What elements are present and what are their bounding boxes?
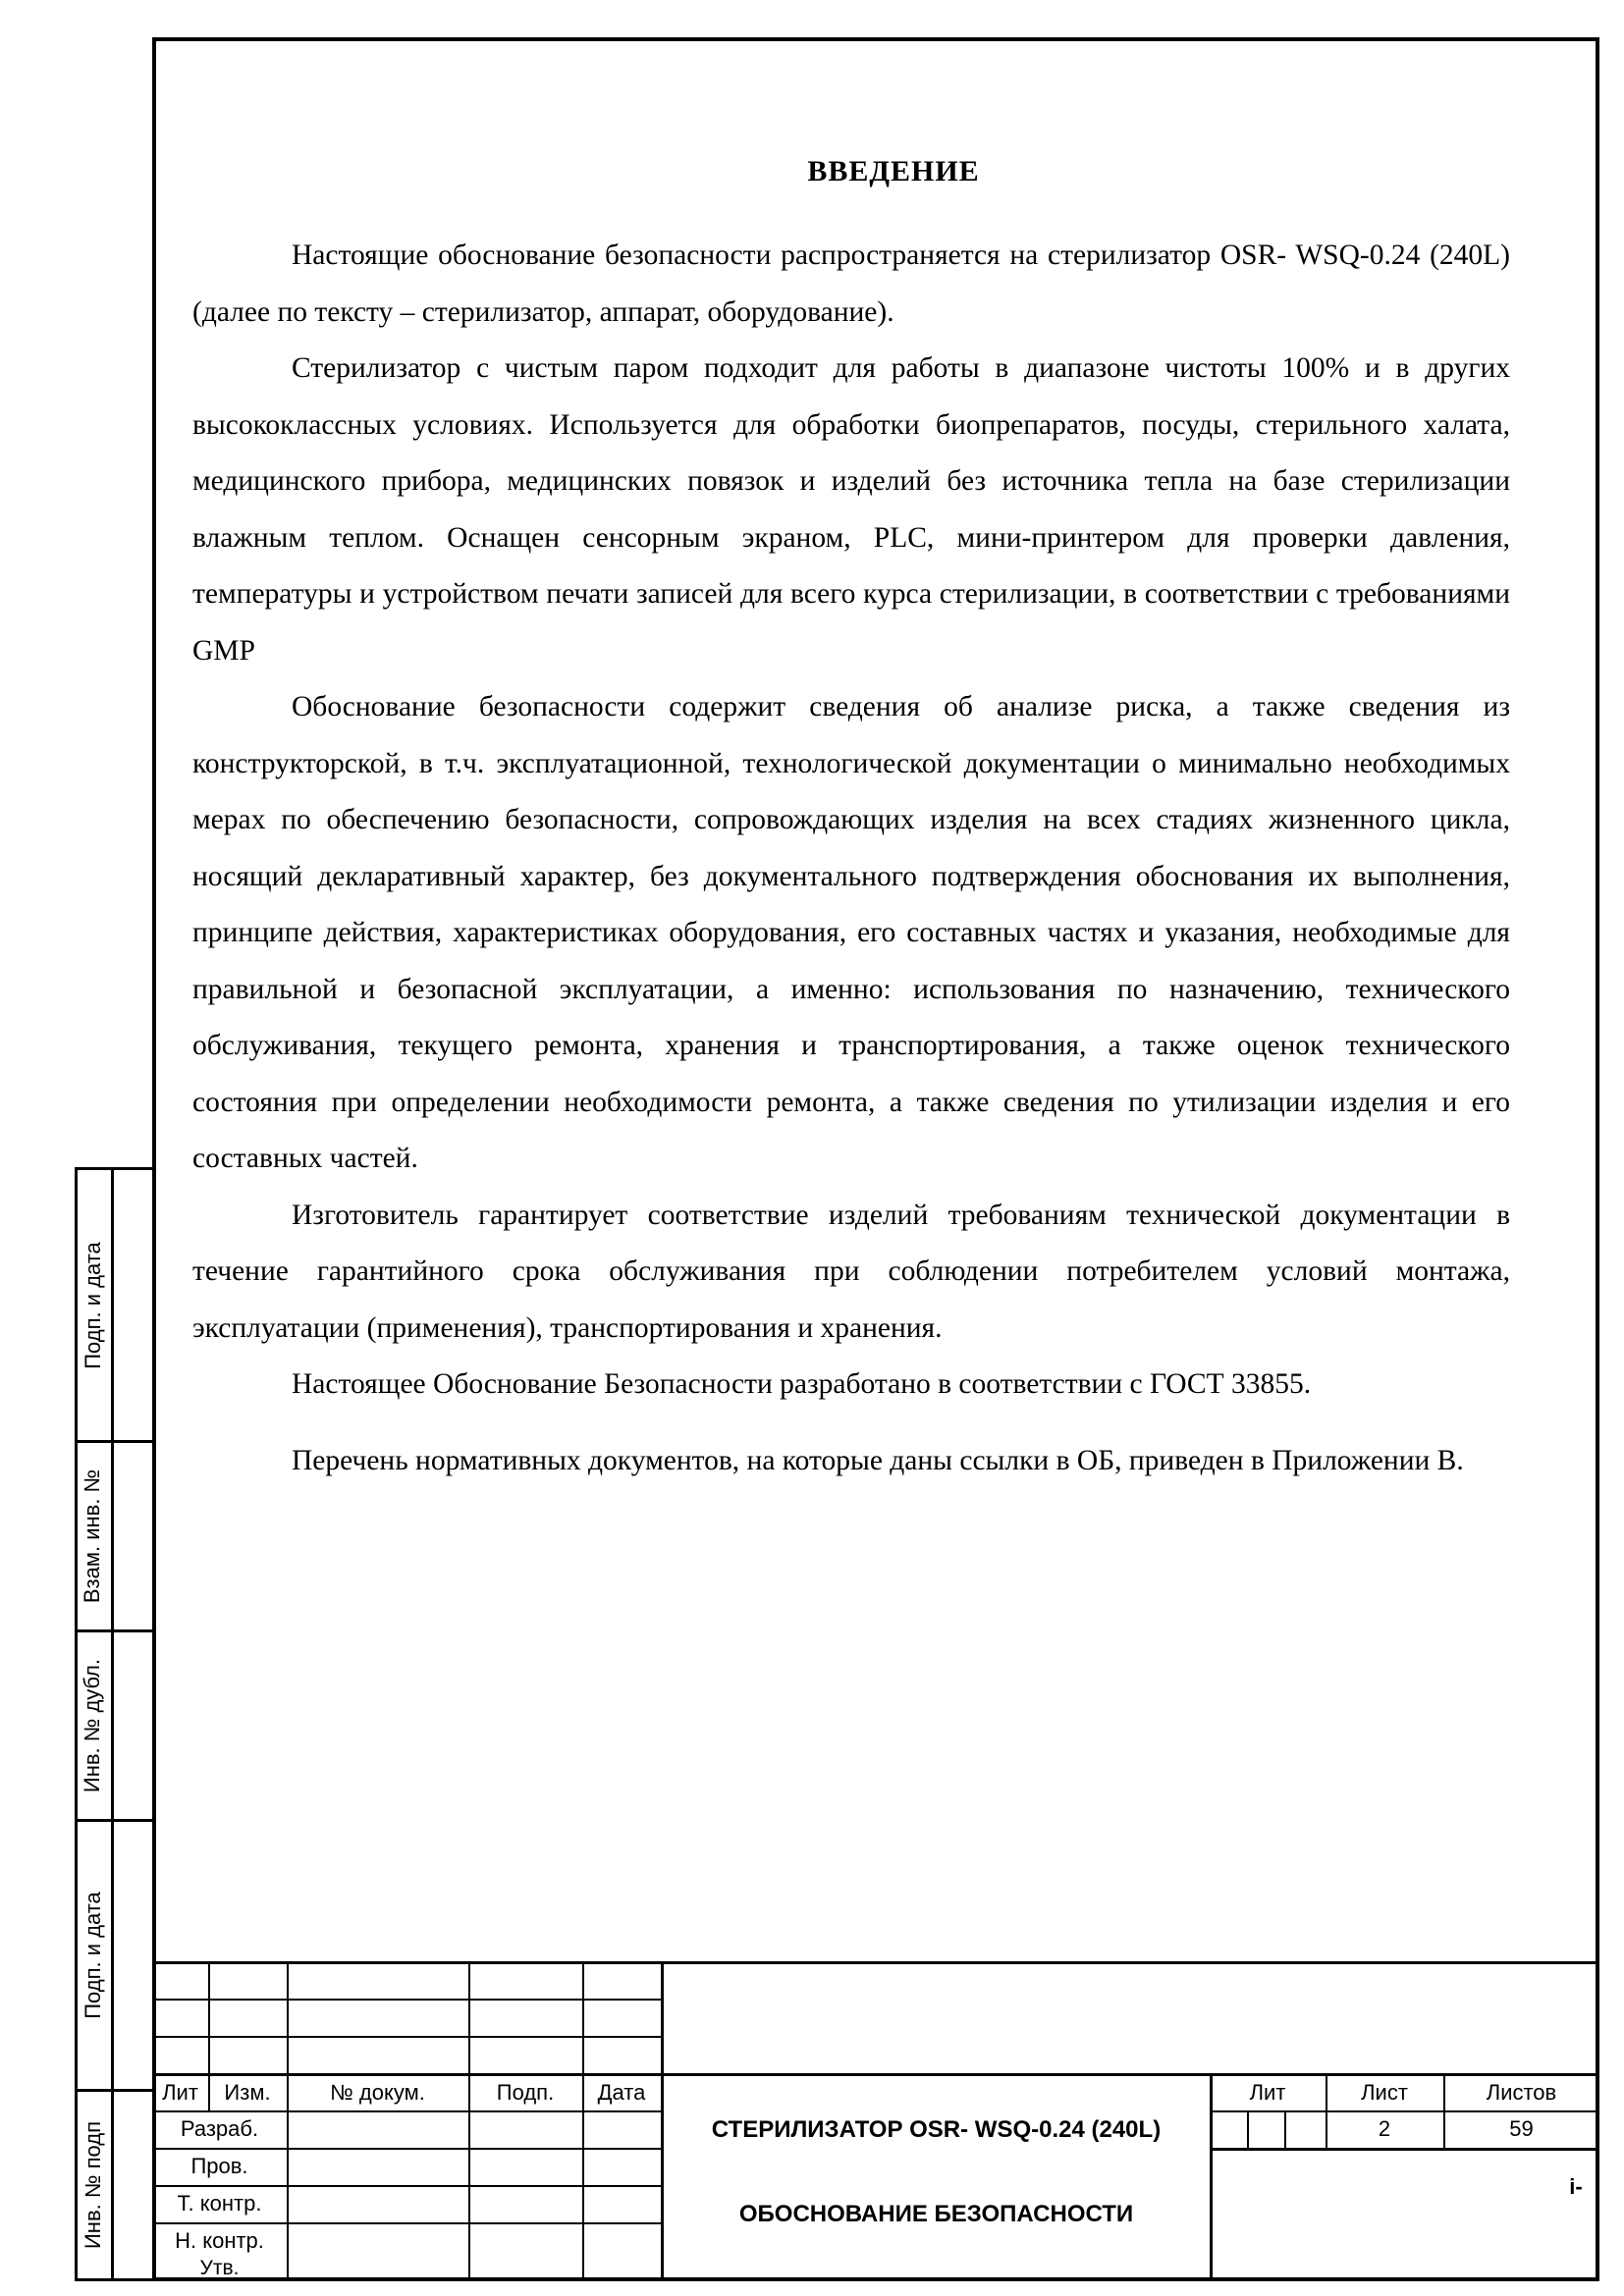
sheet-number: 2	[1378, 2116, 1391, 2141]
title-block-bottom-line	[152, 2278, 1599, 2281]
side-strip-divider	[111, 1167, 114, 2281]
body-text	[192, 228, 1510, 1489]
header-sheet: Лист	[1361, 2080, 1408, 2105]
side-label-original-inv: Инв. № подп	[80, 2120, 105, 2250]
grid-line	[152, 1999, 661, 2001]
paragraph-3: Обоснование безопасности содержит сведения об анализе риска, а также сведения из конструкторской, в т.ч. эксплуатационной, технологической документации о минимально необходимых мерах по обеспечению безопасности, сопровождающих изделия на всех стадиях жизненного цикла, носящий декларативный характер, без документального подтверждения обоснования их выполнения, принципе действия, характеристиках оборудования, его составных частях и указания, необходимые для правильной и безопасной эксплуатации, а именно: использования по назначению, технического обслуживания, текущего ремонта, хранения и транспортирования, а также оценок технического состояния при определении необходимости ремонта, а также сведения по утилизации изделия и его составных частей.	[192, 691, 1510, 1174]
grid-line	[468, 1961, 470, 2278]
side-label-sign-date: Подп. и дата	[80, 1241, 105, 1369]
paragraph-4: Изготовитель гарантирует соответствие изделий требованиям технической документации в течение гарантийного срока обслуживания при соблюдении потребителем условий монтажа, эксплуатации (применения), транспортирования и хранения.	[192, 1199, 1510, 1344]
column-header-change: Изм.	[224, 2080, 271, 2105]
sheets-total: 59	[1509, 2116, 1534, 2141]
paragraph-2: Стерилизатор с чистым паром подходит для работы в диапазоне чистоты 100% и в других высококлассных условиях. Используется для обработки биопрепаратов, посуды, стерильного халата, медицинского прибора, медицинских повязок и изделий без источника тепла на базе стерилизации влажным теплом. Оснащен сенсорным экраном, PLC, мини-принтером для проверки давления, температуры и устройством печати записей для всего курса стерилизации, в соответствии с требованиями GMP	[192, 352, 1510, 667]
side-label-sign-date-2: Подп. и дата	[80, 1892, 105, 2019]
role-norm-control: Н. контр.	[175, 2228, 264, 2253]
column-header-date: Дата	[597, 2080, 646, 2105]
title-block-top-line	[152, 1961, 1599, 1964]
grid-line	[582, 1961, 584, 2278]
grid-line	[1247, 2110, 1249, 2148]
grid-line	[287, 1961, 289, 2278]
document-code: i-	[1569, 2174, 1583, 2199]
column-header-doc-number: № докум.	[330, 2080, 425, 2105]
role-approved: Утв.	[199, 2256, 240, 2279]
title-block	[152, 1961, 1599, 2281]
role-developer: Разраб.	[180, 2116, 259, 2141]
header-lit: Лит	[1249, 2080, 1286, 2105]
side-strip-bottom-line	[75, 2278, 153, 2281]
role-checked: Пров.	[190, 2154, 248, 2178]
role-tech-control: Т. контр.	[177, 2191, 262, 2216]
header-sheets-total: Листов	[1486, 2080, 1557, 2105]
section-heading: ВВЕДЕНИЕ	[807, 155, 980, 187]
document-name: ОБОСНОВАНИЕ БЕЗОПАСНОСТИ	[738, 2201, 1134, 2227]
paragraph-5: Настоящее Обоснование Безопасности разработано в соответствии с ГОСТ 33855.	[292, 1368, 1312, 1400]
grid-line	[152, 2036, 661, 2038]
column-header-signature: Подп.	[496, 2080, 555, 2105]
grid-line	[1210, 2148, 1599, 2151]
paragraph-6: Перечень нормативных документов, на которые даны ссылки в ОБ, приведен в Приложении В.	[292, 1444, 1464, 1476]
product-name: СТЕРИЛИЗАТОР OSR- WSQ-0.24 (240L)	[711, 2116, 1162, 2143]
column-header-lit: Лит	[162, 2080, 198, 2105]
side-label-dup-inv: Инв. № дубл.	[80, 1658, 105, 1793]
grid-line	[1284, 2110, 1286, 2148]
paragraph-1: Настоящие обоснование безопасности распространяется на стерилизатор OSR- WSQ-0.24 (240L) (далее по тексту – стерилизатор, аппарат, оборудование).	[192, 240, 1510, 328]
side-label-replaced-inv: Взам. инв. №	[80, 1468, 105, 1604]
